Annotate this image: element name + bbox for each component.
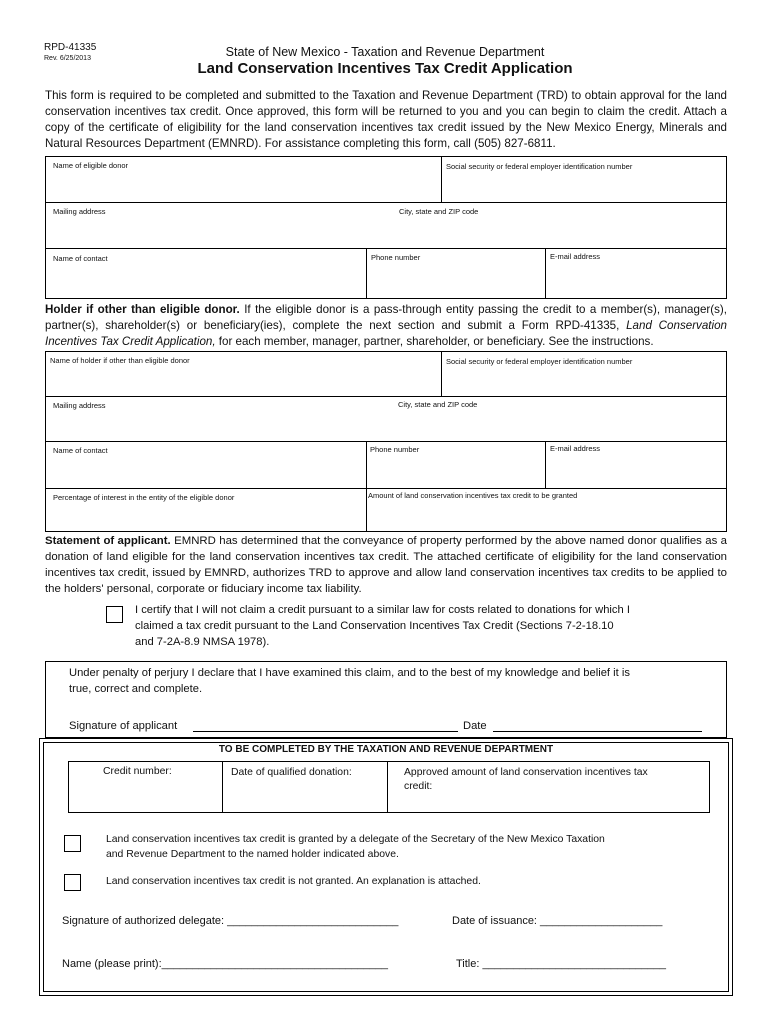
approved-amount-label-2: credit: — [404, 781, 433, 792]
holder-phone-label: Phone number — [370, 445, 420, 454]
intro-paragraph: This form is required to be completed and submitted to the Taxation and Revenue Department (TRD) to obtain approval for the land conservation incentives tax credit. Once approved, this form will be returned to you and you can begin to claim the credit. Attach a copy of the certificate of eligibility for the land conservation incentives tax credit issued by the New Mexico Energy, Minerals and Natural Resources Department (EMNRD). For assistance completing this form, call (505) 827-6811. — [45, 89, 727, 150]
trd-heading: TO BE COMPLETED BY THE TAXATION AND REVENUE DEPARTMENT — [218, 744, 554, 755]
holder-amount-label: Amount of land conservation incentives tax credit to be granted — [368, 491, 578, 500]
issuance-date-label: Date of issuance: ____________________ — [452, 915, 663, 927]
approved-amount-label-1: Approved amount of land conservation incentives tax — [404, 767, 648, 778]
certify-line-2: claimed a tax credit pursuant to the Land Conservation Incentives Tax Credit (Sections 7-2-18.10 — [135, 620, 614, 632]
holder-email-label: E-mail address — [550, 444, 601, 453]
applicant-date-line[interactable] — [493, 731, 702, 732]
applicant-signature-label: Signature of applicant — [69, 720, 178, 732]
donor-ssn-label: Social security or federal employer identification number — [446, 162, 633, 171]
granted-line-2: and Revenue Department to the named holder indicated above. — [106, 849, 399, 860]
donor-section — [45, 156, 727, 299]
statement-heading: Statement of applicant. — [45, 535, 171, 547]
donor-contact-label: Name of contact — [53, 254, 108, 263]
holder-percentage-label: Percentage of interest in the entity of the eligible donor — [53, 493, 235, 502]
holder-heading: Holder if other than eligible donor. — [45, 303, 240, 316]
credit-number-label: Credit number: — [103, 766, 172, 777]
not-granted-checkbox[interactable] — [64, 874, 81, 891]
donor-name-label: Name of eligible donor — [53, 161, 129, 170]
granted-line-1: Land conservation incentives tax credit is granted by a delegate of the Secretary of the New Mexico Taxation — [106, 834, 605, 845]
certify-checkbox[interactable] — [106, 606, 123, 623]
donor-phone-label: Phone number — [371, 253, 421, 262]
date-donation-label: Date of qualified donation: — [231, 767, 352, 778]
holder-contact-label: Name of contact — [53, 446, 108, 455]
perjury-line-2: true, correct and complete. — [69, 683, 203, 695]
delegate-title-label: Title: ______________________________ — [456, 958, 667, 970]
holder-ssn-label: Social security or federal employer identification number — [446, 357, 633, 366]
certify-line-3: and 7-2A-8.9 NMSA 1978). — [135, 636, 270, 648]
donor-city-label: City, state and ZIP code — [399, 207, 479, 216]
holder-name-label: Name of holder if other than eligible donor — [50, 356, 190, 365]
not-granted-text: Land conservation incentives tax credit is not granted. An explanation is attached. — [106, 876, 481, 887]
delegate-signature-label: Signature of authorized delegate: ____________________________ — [62, 915, 399, 927]
holder-intro: Holder if other than eligible donor. If the eligible donor is a pass-through entity passing the credit to a member(s), manager(s), partner(s), shareholder(s) or beneficiary(ies), complete the next section and submit a Form RPD-41335, Land Conservation Incentives Tax Credit Application, for each member, manager, partner, shareholder, or beneficiary. See the instructions. — [45, 303, 727, 348]
department-name: State of New Mexico - Taxation and Revenue Department — [225, 45, 545, 59]
form-id: RPD-41335 — [44, 42, 97, 53]
revision-date: Rev. 6/25/2013 — [44, 55, 91, 62]
granted-checkbox[interactable] — [64, 835, 81, 852]
name-print-label: Name (please print):_____________________________________ — [62, 958, 389, 970]
holder-city-label: City, state and ZIP code — [398, 400, 478, 409]
certify-line-1: I certify that I will not claim a credit pursuant to a similar law for costs related to donations for which I — [135, 604, 630, 616]
donor-mailing-label: Mailing address — [53, 207, 106, 216]
donor-email-label: E-mail address — [550, 252, 601, 261]
applicant-date-label: Date — [463, 720, 487, 732]
applicant-signature-line[interactable] — [193, 731, 458, 732]
perjury-line-1: Under penalty of perjury I declare that I have examined this claim, and to the best of my knowledge and belief it is — [69, 667, 630, 679]
statement-paragraph: Statement of applicant. EMNRD has determined that the conveyance of property performed by the above named donor qualifies as a donation of land eligible for the land conservation incentives tax credit. The attached certificate of eligibility for the land conservation incentives tax credit, issued by EMNRD, authorizes TRD to approve and allow land conservation incentives tax credits to be applied to the holders' personal, corporate or fiduciary income tax liability. — [45, 535, 727, 595]
holder-mailing-label: Mailing address — [53, 401, 106, 410]
form-title: Land Conservation Incentives Tax Credit Application — [197, 60, 573, 77]
